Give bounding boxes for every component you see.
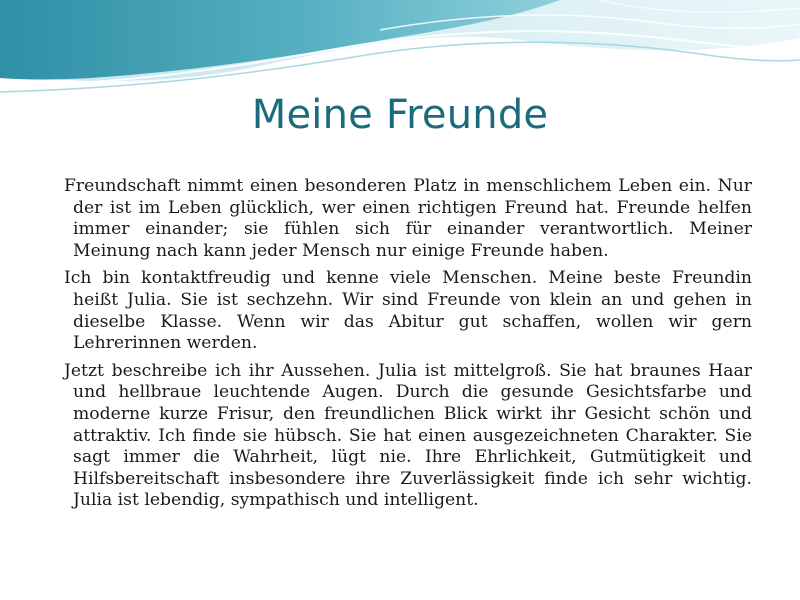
paragraph-appearance: Jetzt beschreibe ich ihr Aussehen. Julia ist mittelgroß. Sie hat braunes Haar und hellbraue leuchtende Augen. Durch die gesunde Gesichtsfarbe und moderne kurze Frisur, den freundlichen Blick wirkt ihr Gesicht schön und attraktiv. Ich finde sie hübsch. Sie hat einen ausgezeichneten Charakter. Sie sagt immer die Wahrheit, lügt nie. Ihre Ehrlichkeit, Gutmütigkeit und Hilfsbereitschaft insbesondere ihre Zuverlässigkeit finde ich sehr wichtig. Julia ist lebendig, sympathisch und intelligent. bbox=[64, 360, 752, 511]
paragraph-best-friend: Ich bin kontaktfreudig und kenne viele Menschen. Meine beste Freundin heißt Julia. Sie ist sechzehn. Wir sind Freunde von klein an und gehen in dieselbe Klasse. Wenn wir das Abitur gut schaffen, wollen wir gern Lehrerinnen werden. bbox=[64, 268, 752, 354]
slide-title: Meine Freunde bbox=[251, 92, 549, 138]
slide-body bbox=[64, 176, 752, 518]
paragraph-friendship: Freundschaft nimmt einen besonderen Platz in menschlichem Leben ein. Nur der ist im Leben glücklich, wer einen richtigen Freund hat. Freunde helfen immer einander; sie fühlen sich für einander verantwortlich. Meiner Meinung nach kann jeder Mensch nur einige Freunde haben. bbox=[64, 176, 752, 261]
